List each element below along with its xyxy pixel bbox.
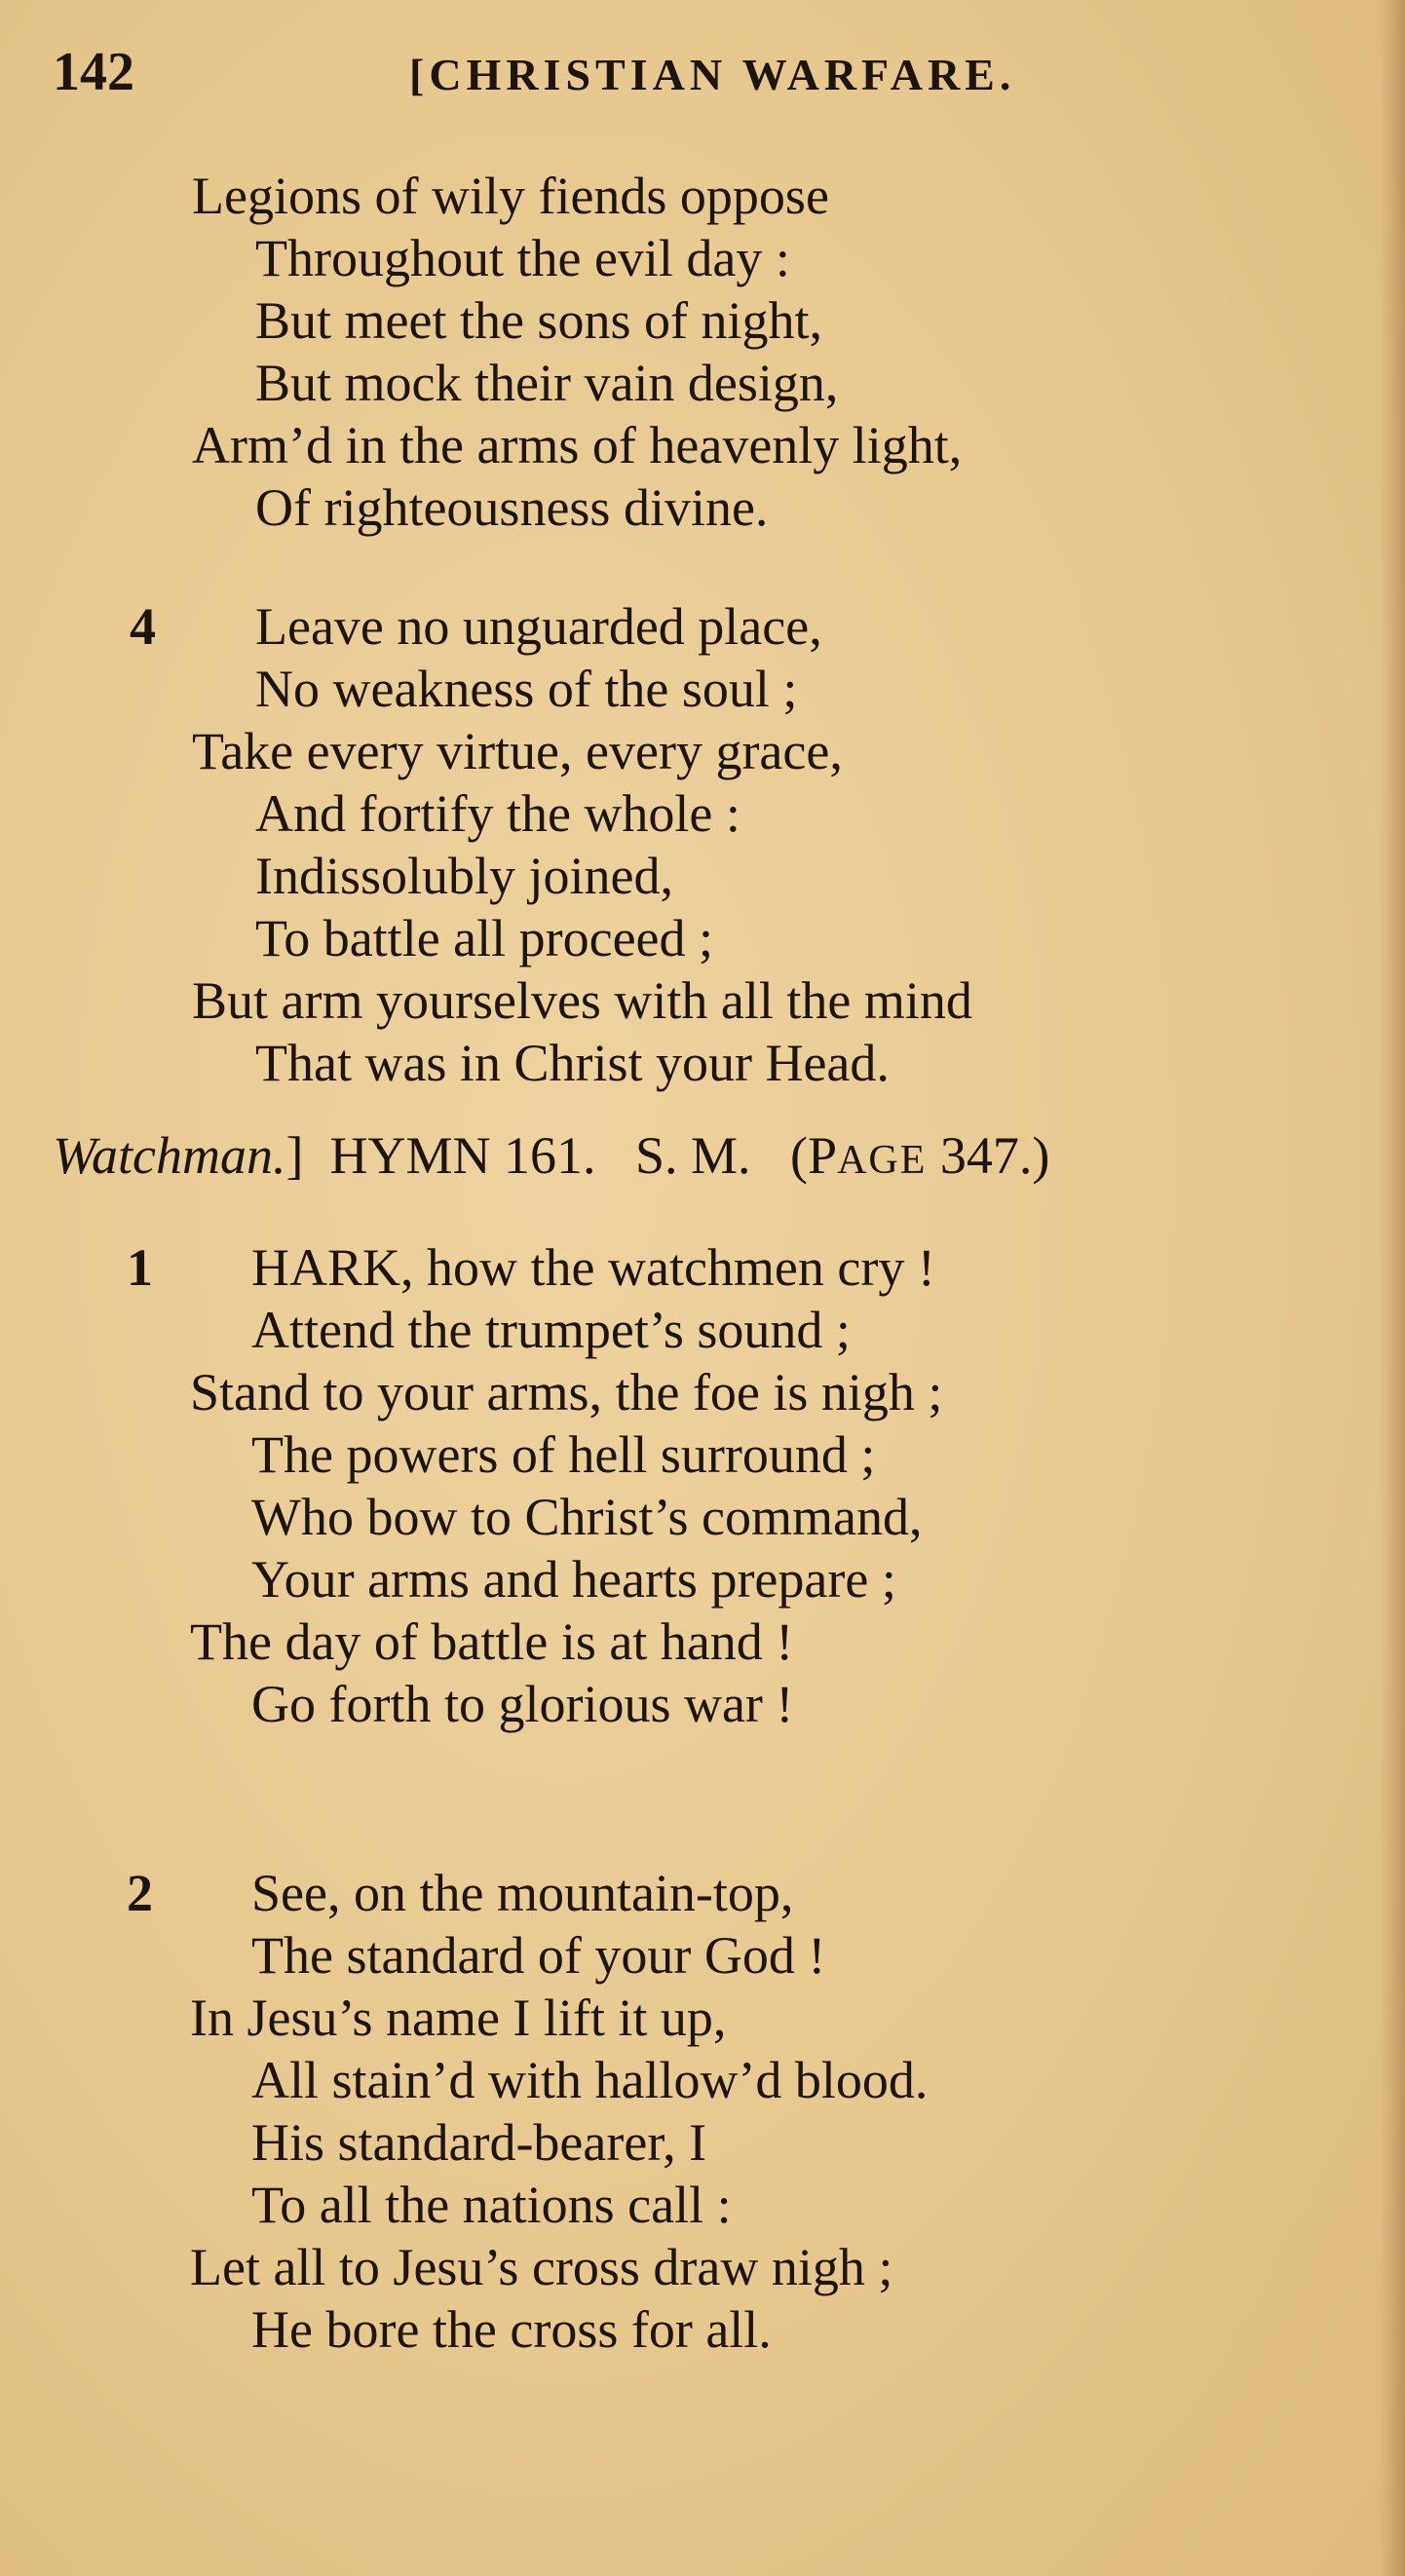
- verse-line: Attend the trumpet’s sound ;: [251, 1301, 851, 1359]
- verse-line: Leave no unguarded place,: [255, 597, 822, 656]
- verse-line: In Jesu’s name I lift it up,: [190, 1989, 727, 2047]
- tune-name: Watchman.: [53, 1126, 286, 1185]
- verse-line: To all the nations call :: [251, 2176, 732, 2234]
- verse-line: HARK, how the watchmen cry !: [251, 1238, 935, 1297]
- verse-line: But arm yourselves with all the mind: [192, 971, 972, 1030]
- page-reference: (PAGE 347.): [790, 1126, 1050, 1185]
- verse-line: Go forth to glorious war !: [251, 1675, 794, 1733]
- verse-line: Of righteousness divine.: [255, 478, 769, 537]
- verse-line: The standard of your God !: [251, 1926, 826, 1985]
- verse-line: And fortify the whole :: [255, 784, 740, 843]
- verse-line: Let all to Jesu’s cross draw nigh ;: [190, 2238, 893, 2296]
- verse-line: But meet the sons of night,: [255, 291, 822, 350]
- verse-line: He bore the cross for all.: [251, 2300, 772, 2359]
- hymn-title: HYMN 161.: [329, 1126, 596, 1185]
- stanza-number: 4: [130, 597, 156, 656]
- verse-line: The powers of hell surround ;: [251, 1425, 876, 1484]
- verse-line: But mock their vain design,: [255, 354, 839, 412]
- verse-line: To battle all proceed ;: [255, 909, 714, 967]
- verse-line: Throughout the evil day :: [255, 229, 790, 287]
- tune-bracket: ]: [285, 1126, 304, 1185]
- stanza-number: 1: [127, 1238, 153, 1297]
- verse-line: All stain’d with hallow’d blood.: [251, 2051, 929, 2109]
- page-edge-shadow: [1380, 0, 1405, 2576]
- running-title: [CHRISTIAN WARFARE.: [409, 50, 1016, 99]
- hymn-meter: S. M.: [635, 1126, 751, 1185]
- verse-line: Who bow to Christ’s command,: [251, 1488, 923, 1546]
- verse-line: His standard-bearer, I: [251, 2113, 707, 2172]
- verse-line: Indissolubly joined,: [255, 847, 673, 905]
- verse-line: No weakness of the soul ;: [255, 660, 798, 718]
- stanza-number: 2: [127, 1864, 153, 1922]
- verse-line: Take every virtue, every grace,: [192, 722, 843, 780]
- verse-line: Stand to your arms, the foe is nigh ;: [190, 1363, 943, 1421]
- verse-line: Your arms and hearts prepare ;: [251, 1550, 896, 1609]
- verse-line: Arm’d in the arms of heavenly light,: [192, 416, 963, 474]
- verse-line: See, on the mountain-top,: [251, 1864, 794, 1922]
- page-number: 142: [53, 42, 134, 102]
- verse-line: That was in Christ your Head.: [255, 1034, 890, 1092]
- verse-line: Legions of wily fiends oppose: [192, 167, 829, 225]
- hymn-heading: [53, 1125, 1049, 1191]
- page-header: [0, 41, 1405, 119]
- verse-line: The day of battle is at hand !: [190, 1612, 794, 1671]
